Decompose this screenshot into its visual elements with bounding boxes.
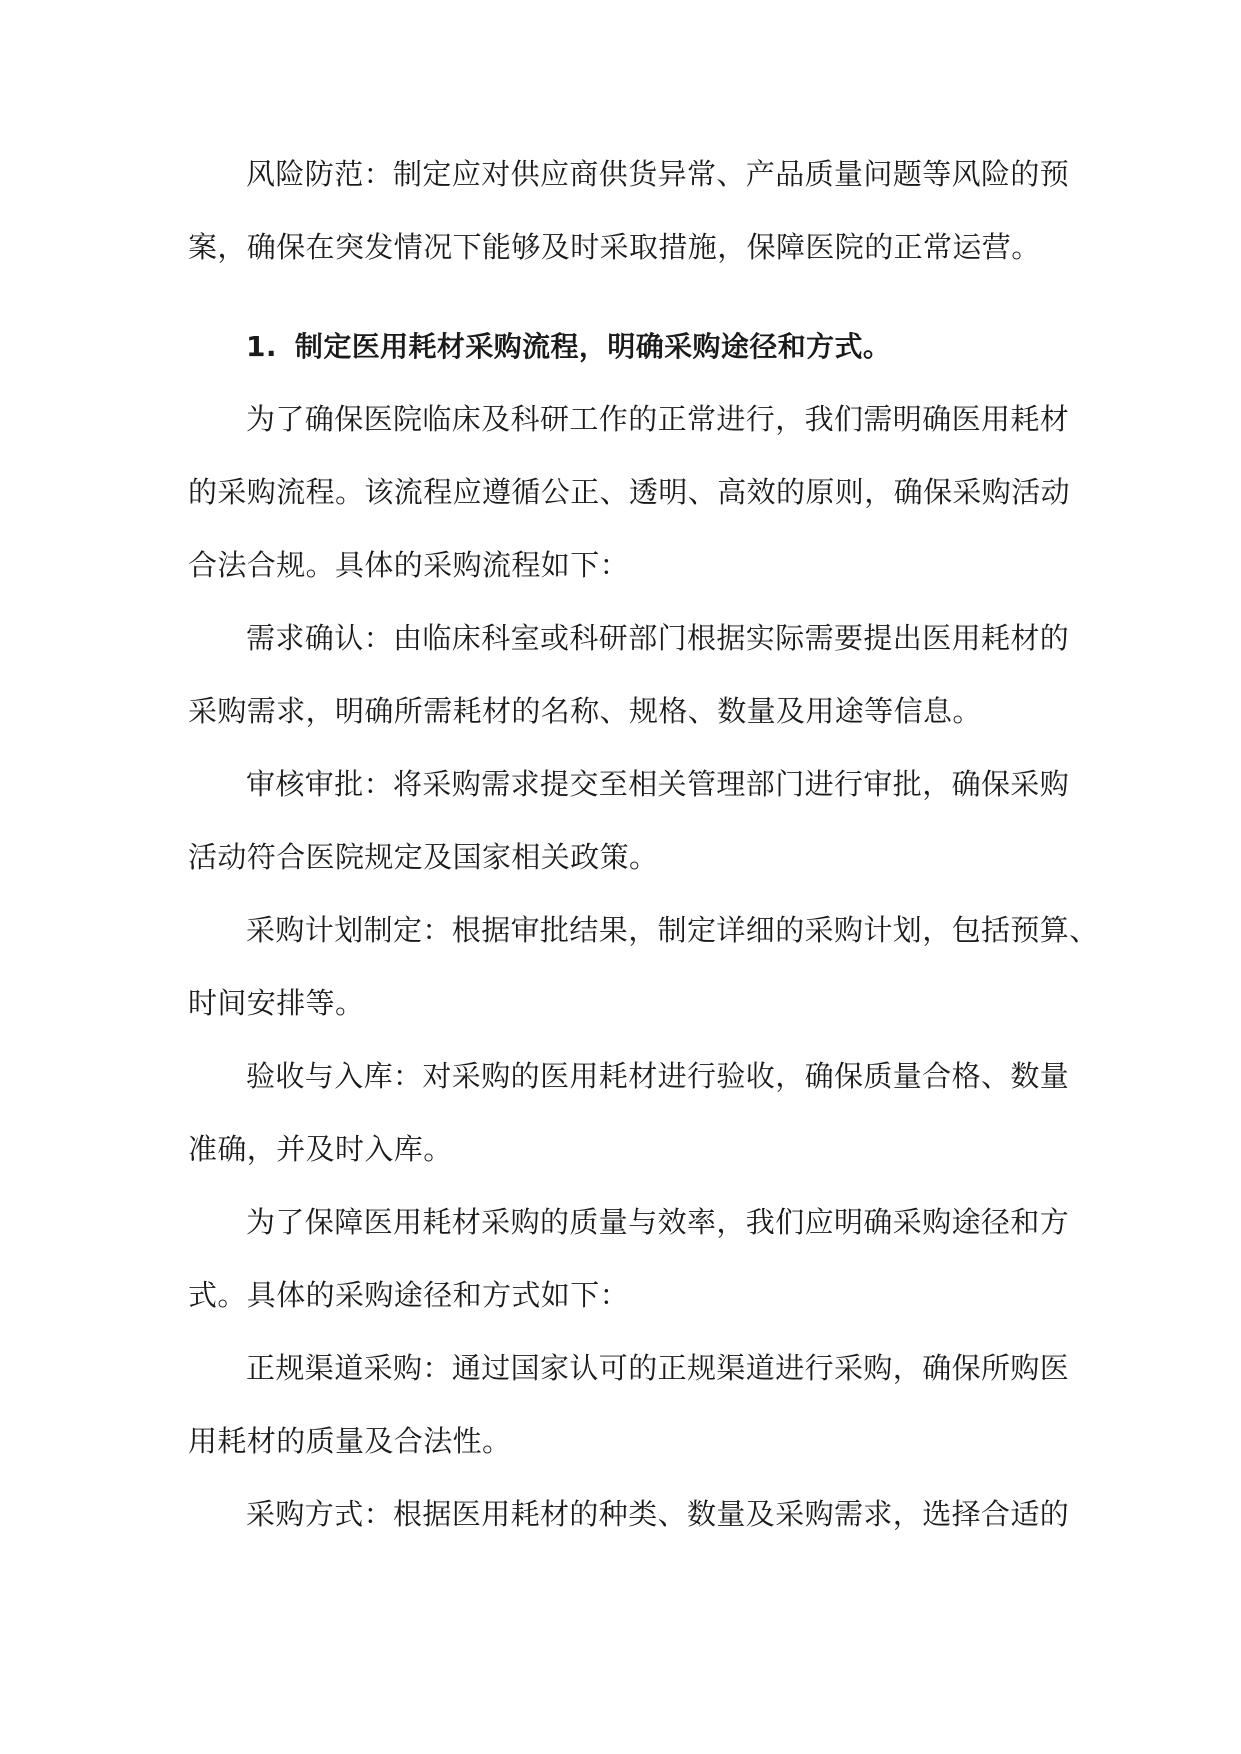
text-line: 时间安排等。 [188, 986, 365, 1020]
text-line: 案，确保在突发情况下能够及时采取措施，保障医院的正常运营。 [188, 230, 1041, 264]
paragraph-intro-channels [188, 1186, 1070, 1332]
heading-text: 制定医用耗材采购流程，明确采购途径和方式。 [294, 330, 892, 363]
text-line: 验收与入库：对采购的医用耗材进行验收，确保质量合格、数量 [246, 1059, 1070, 1093]
text-line: 正规渠道采购：通过国家认可的正规渠道进行采购，确保所购医 [246, 1351, 1070, 1385]
text-line: 用耗材的质量及合法性。 [188, 1424, 512, 1458]
text-line: 审核审批：将采购需求提交至相关管理部门进行审批，确保采购 [246, 767, 1070, 801]
paragraph-intro-process [188, 383, 1071, 602]
text-line: 风险防范：制定应对供应商供货异常、产品质量问题等风险的预 [246, 157, 1070, 191]
text-line: 为了保障医用耗材采购的质量与效率，我们应明确采购途径和方 [246, 1205, 1070, 1239]
paragraph-acceptance-storage [188, 1040, 1070, 1186]
text-line: 活动符合医院规定及国家相关政策。 [188, 840, 659, 874]
paragraph-review-approval [188, 748, 1070, 894]
document-page [188, 138, 1099, 1551]
paragraph-formal-channels [188, 1332, 1070, 1478]
text-line: 采购方式：根据医用耗材的种类、数量及采购需求，选择合适的 [246, 1497, 1070, 1531]
text-line: 的采购流程。该流程应遵循公正、透明、高效的原则，确保采购活动 [188, 475, 1071, 509]
heading-number: 1. [246, 330, 277, 363]
text-line: 合法合规。具体的采购流程如下： [188, 548, 630, 582]
text-line: 需求确认：由临床科室或科研部门根据实际需要提出医用耗材的 [246, 621, 1070, 655]
paragraph-risk-prevention [188, 138, 1070, 284]
text-line: 采购需求，明确所需耗材的名称、规格、数量及用途等信息。 [188, 694, 982, 728]
text-line: 准确，并及时入库。 [188, 1132, 453, 1166]
paragraph-plan-making [188, 894, 1099, 1040]
paragraph-demand-confirmation [188, 602, 1070, 748]
text-line: 式。具体的采购途径和方式如下： [188, 1278, 630, 1312]
section-heading [188, 310, 1048, 383]
text-line: 采购计划制定：根据审批结果，制定详细的采购计划，包括预算、 [246, 913, 1099, 947]
text-line: 为了确保医院临床及科研工作的正常进行，我们需明确医用耗材 [246, 402, 1070, 436]
paragraph-procurement-method [188, 1478, 1070, 1551]
